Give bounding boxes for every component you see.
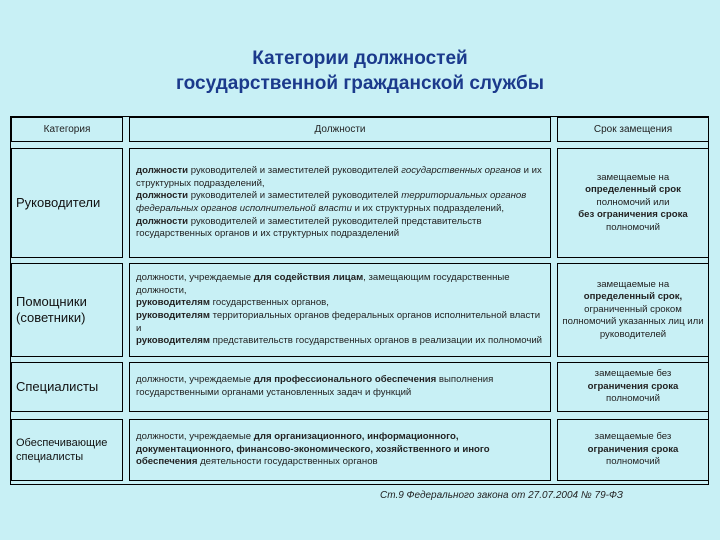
- category-cell: [11, 263, 123, 357]
- category-label: (советники): [16, 310, 86, 325]
- category-cell: [11, 362, 123, 412]
- term-cell: замещаемые без ограничения срока полномочий: [557, 362, 709, 412]
- positions-text: должности, учреждаемые для организационного, информационного, документационного, финансово-экономического, хозяйственного и иного обеспечения деятельности государственных органов: [136, 431, 490, 468]
- positions-cell: [129, 148, 551, 258]
- title-line-1: Категории должностей: [252, 48, 468, 69]
- page-title: [0, 46, 720, 96]
- header-positions: Должности: [129, 117, 551, 142]
- category-cell: [11, 148, 123, 258]
- positions-cell: [129, 362, 551, 412]
- positions-text: должности, учреждаемые для профессионального обеспечения выполнения государственными органами установленных задач и функций: [136, 374, 494, 398]
- term-cell: замещаемые на определенный срок полномочий или без ограничения срока полномочий: [557, 148, 709, 258]
- category-label: Обеспечивающие: [16, 437, 108, 449]
- positions-cell: [129, 419, 551, 481]
- category-label: Специалисты: [16, 379, 99, 394]
- category-label: специалисты: [16, 451, 84, 463]
- term-cell: замещаемые на определенный срок, ограниченный сроком полномочий указанных лиц или руководителей: [557, 263, 709, 357]
- positions-cell: [129, 263, 551, 357]
- law-reference-footnote: Ст.9 Федерального закона от 27.07.2004 № 79-ФЗ: [380, 490, 624, 501]
- term-cell: замещаемые без ограничения срока полномочий: [557, 419, 709, 481]
- categories-table: [10, 116, 709, 485]
- header-term: Срок замещения: [557, 117, 709, 142]
- header-category: Категория: [11, 117, 123, 142]
- positions-text: должности, учреждаемые для содействия лицам, замещающим государственные должности, руководителям государственных органов, руководителям территориальных органов федеральных органов исполнительной власти и руководителям представительств государственных органов в реализации их полномочий: [136, 272, 543, 347]
- title-line-2: государственной гражданской службы: [176, 73, 544, 94]
- positions-text: должности руководителей и заместителей руководителей государственных органов и их структурных подразделений, должности руководителей и заместителей руководителей территориальных органов федеральных органов исполнительной власти и их структурных подразделений, должности руководителей и заместителей руководителей представительств государственных органов и их структурных подразделений: [136, 165, 542, 240]
- category-label: Помощники: [16, 294, 87, 309]
- category-label: Руководители: [16, 195, 101, 210]
- category-cell: [11, 419, 123, 481]
